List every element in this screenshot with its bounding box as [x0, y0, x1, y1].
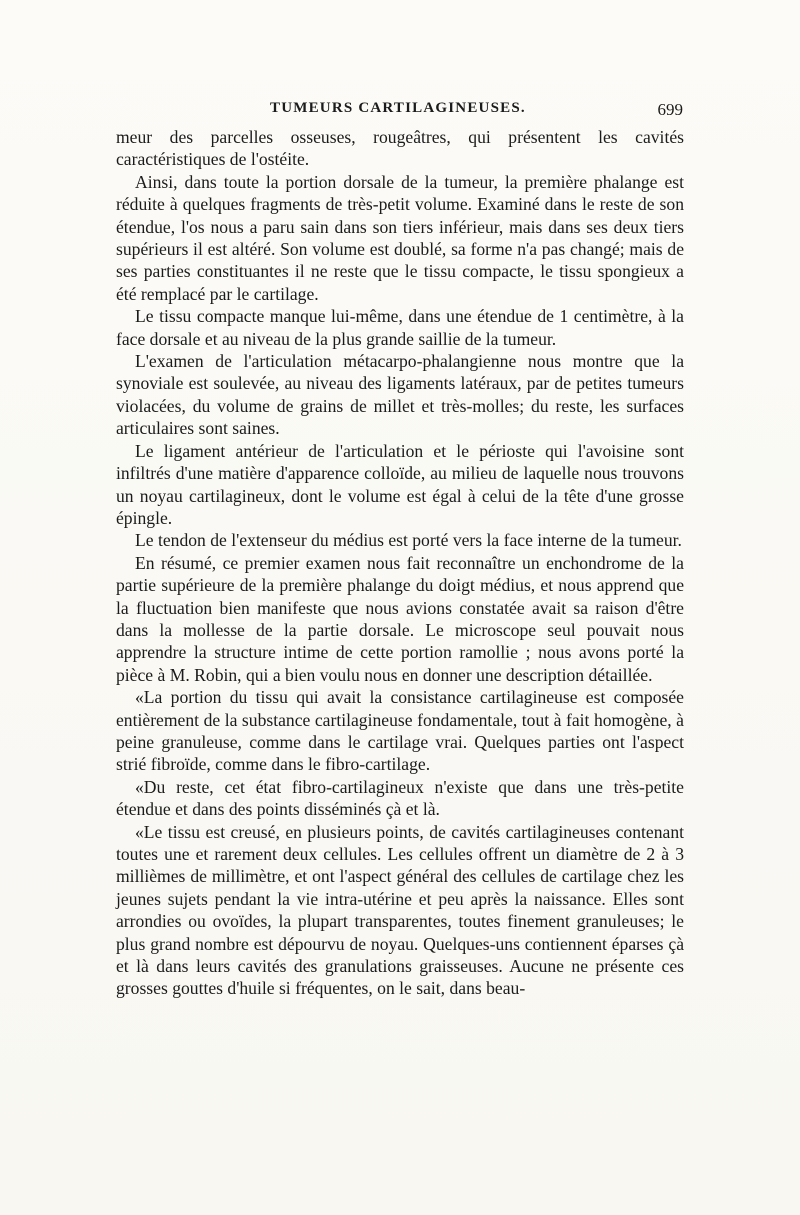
paragraph: «Du reste, cet état fibro-cartilagineux n'existe que dans une très-petite étendue et dans des points disséminés çà et là.	[116, 776, 684, 820]
paragraph: Ainsi, dans toute la portion dorsale de la tumeur, la première phalange est réduite à quelques fragments de très-petit volume. Examiné dans le reste de son étendue, l'os nous a paru sain dans son tiers inférieur, mais dans ses deux tiers supérieurs il est altéré. Son volume est doublé, sa forme n'a pas changé; mais de ses parties constituantes il ne reste que le tissu compacte, le tissu spongieux a été remplacé par le cartilage.	[116, 171, 684, 304]
body-text	[116, 126, 684, 1000]
paragraph: meur des parcelles osseuses, rougeâtres, qui présentent les cavités caractéristiques de l'ostéite.	[116, 127, 684, 170]
paragraph: Le tissu compacte manque lui-même, dans une étendue de 1 centimètre, à la face dorsale et au niveau de la plus grande saillie de la tumeur.	[116, 306, 684, 349]
paragraph: L'examen de l'articulation métacarpo-phalangienne nous montre que la synoviale est soulevée, au niveau des ligaments latéraux, par de petites tumeurs violacées, du volume de grains de millet et très-molles; du reste, les surfaces articulaires sont saines.	[116, 351, 684, 439]
page-number: 699	[657, 100, 683, 119]
paragraph: En résumé, ce premier examen nous fait reconnaître un enchondrome de la partie supérieure de la première phalange du doigt médius, et nous apprend que la fluctuation bien manifeste que nous avions constatée avait sa raison d'être dans la mollesse de la partie dorsale. Le microscope seul pouvait nous apprendre la structure intime de cette portion ramollie ; nous avons porté la pièce à M. Robin, qui a bien voulu nous en donner une description détaillée.	[116, 552, 684, 685]
paragraph: «Le tissu est creusé, en plusieurs points, de cavités cartilagineuses contenant toutes une et rarement deux cellules. Les cellules offrent un diamètre de 2 à 3 millièmes de millimètre, et ont l'aspect général des cellules de cartilage chez les jeunes sujets pendant la vie intra-utérine et peu après la naissance. Elles sont arrondies ou ovoïdes, la plupart transparentes, toutes finement granuleuses; le plus grand nombre est dépourvu de noyau. Quelques-uns contiennent éparses çà et là dans leurs cavités des granulations graisseuses. Aucune ne présente ces grosses gouttes d'huile si fréquentes, on le sait, dans beau-	[116, 821, 684, 999]
running-title: TUMEURS CARTILAGINEUSES.	[270, 100, 526, 116]
paragraph: «La portion du tissu qui avait la consistance cartilagineuse est composée entièrement de la substance cartilagineuse fondamentale, tout à fait homogène, à peine granuleuse, comme dans le cartilage vrai. Quelques parties ont l'aspect strié fibroïde, comme dans le fibro-cartilage.	[116, 687, 684, 775]
paragraph: Le tendon de l'extenseur du médius est porté vers la face interne de la tumeur.	[135, 530, 682, 551]
page-header	[118, 100, 683, 122]
paragraph: Le ligament antérieur de l'articulation et le périoste qui l'avoisine sont infiltrés d'une matière d'apparence colloïde, au milieu de laquelle nous trouvons un noyau cartilagineux, dont le volume est égal à celui de la tête d'une grosse épingle.	[116, 440, 684, 528]
